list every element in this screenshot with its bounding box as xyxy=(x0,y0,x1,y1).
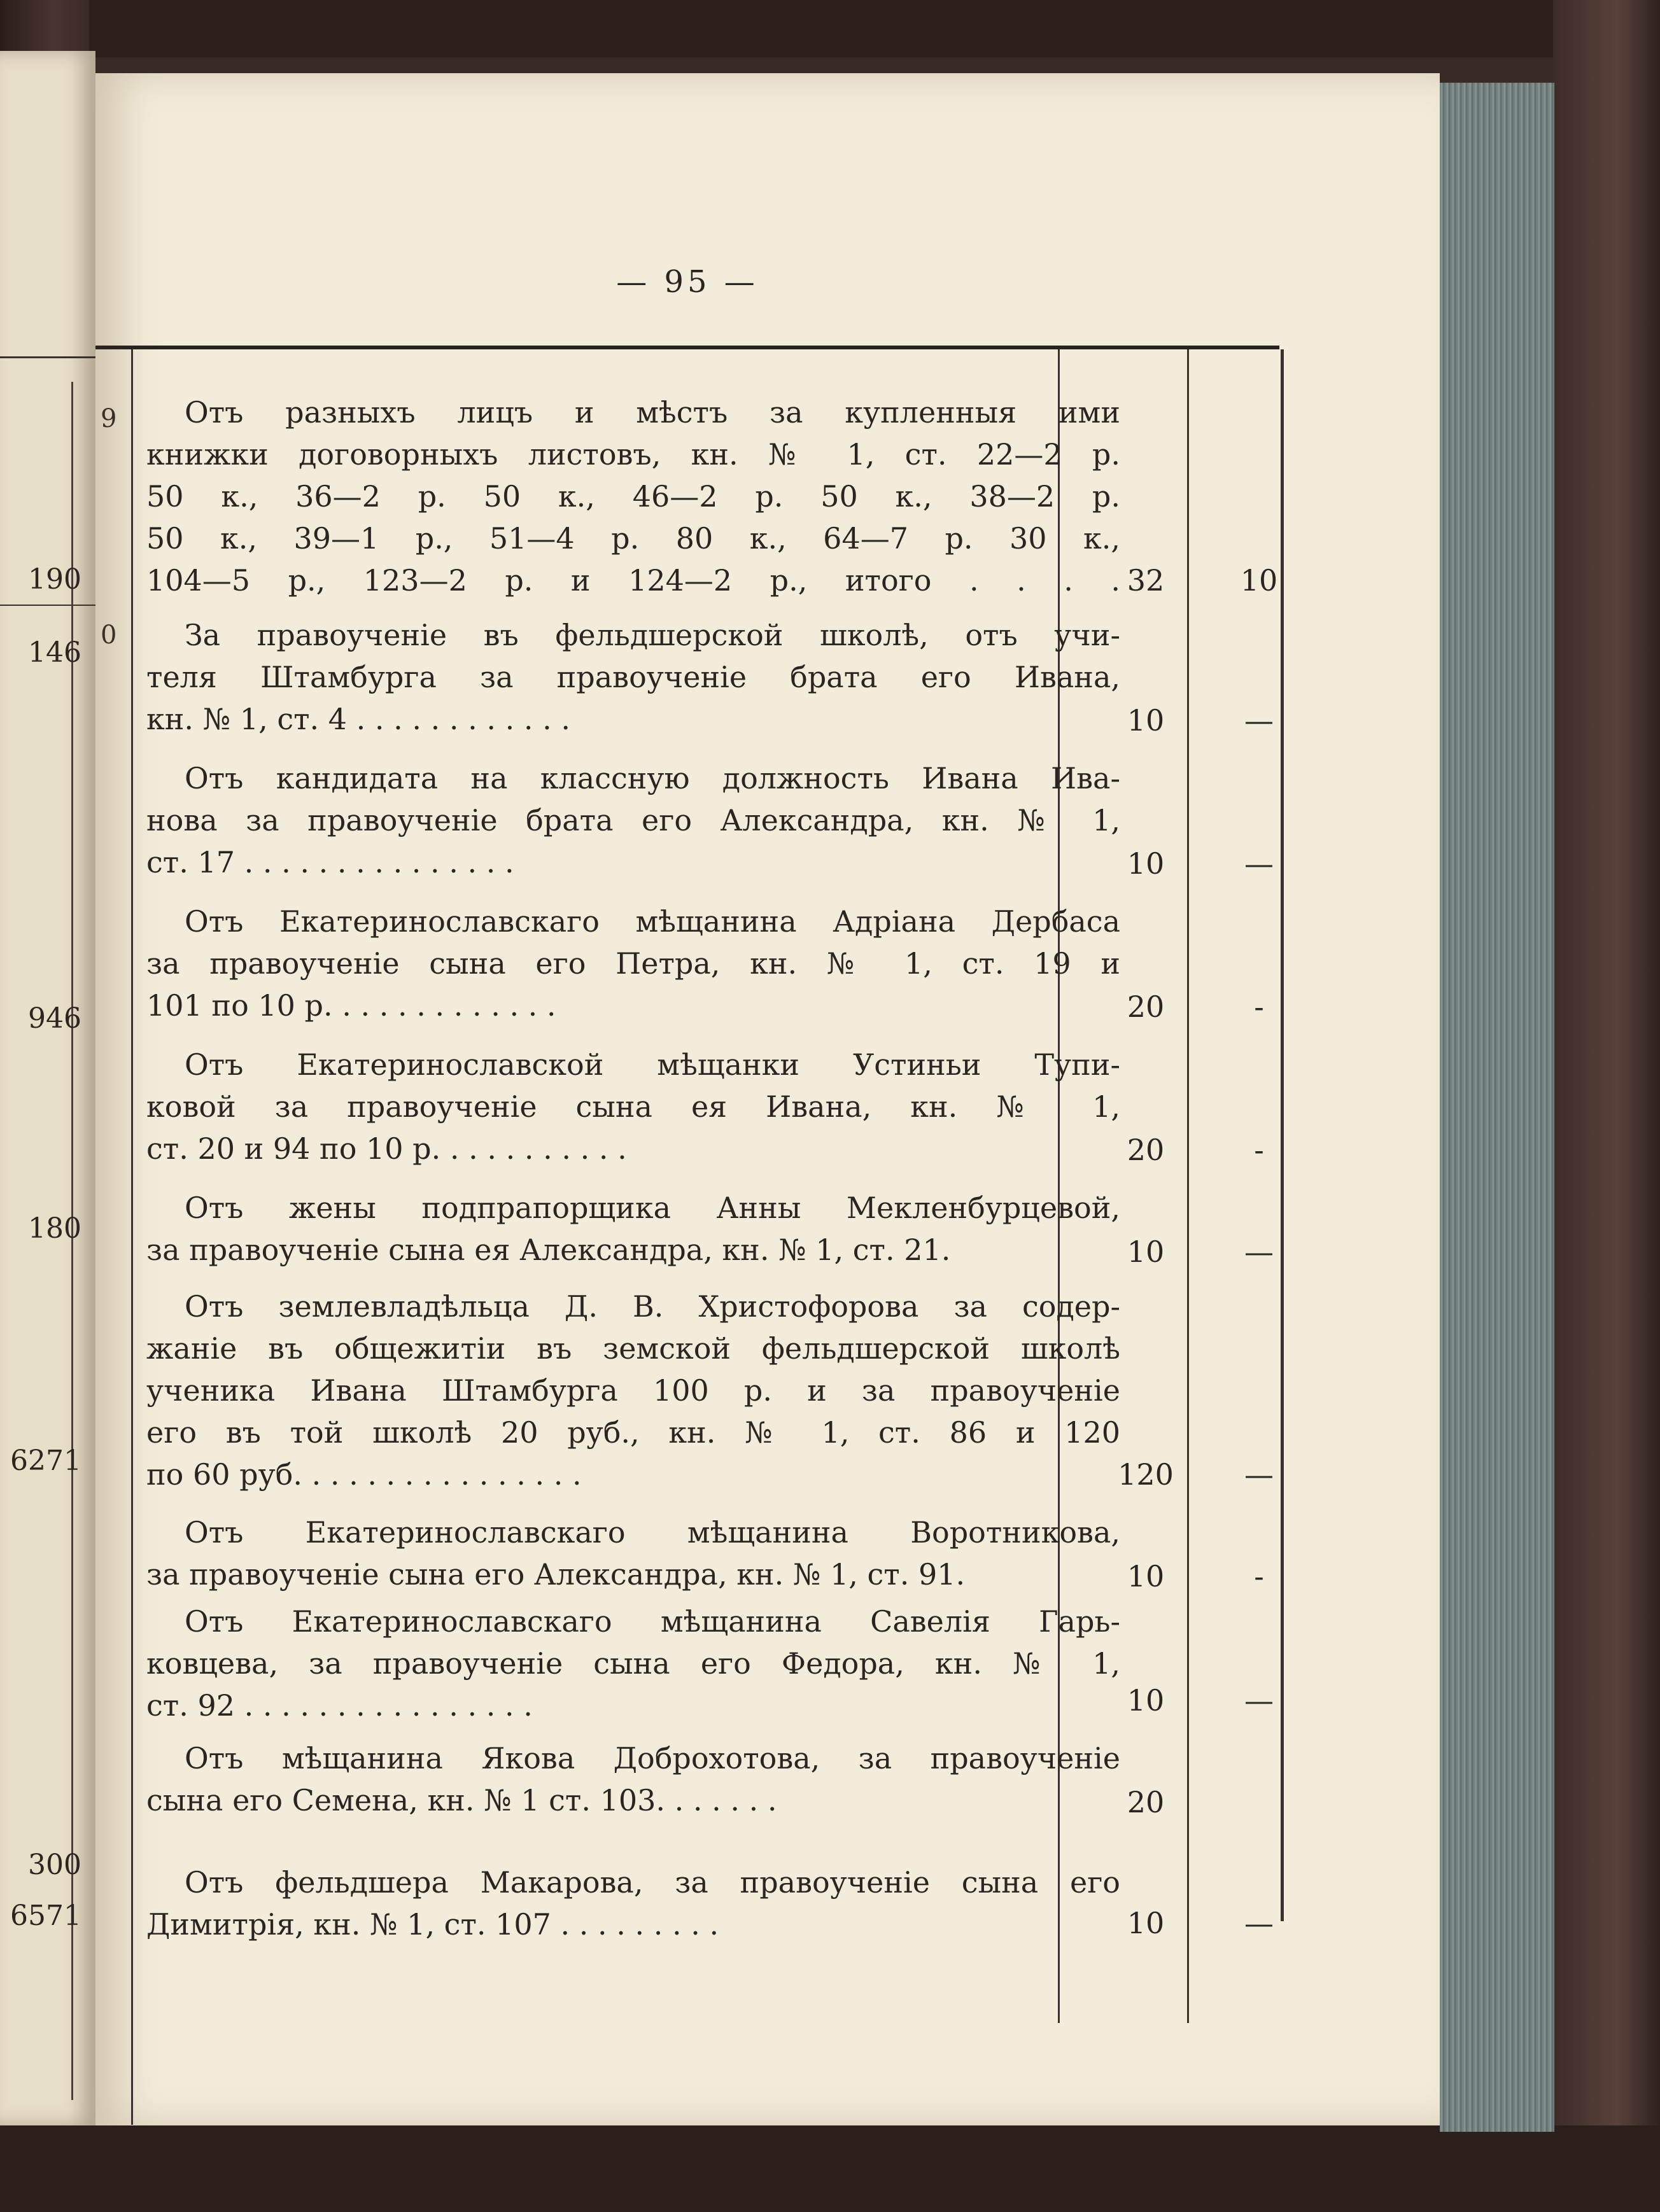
page-edges xyxy=(1440,83,1554,2132)
entry-line: за правоученіе сына ея Александра, кн. № 1, ст. 21. xyxy=(146,1233,951,1267)
amount-kopecks: - xyxy=(1254,990,1264,1024)
entry-line: Отъ Екатеринославскаго мѣщанина Савелія Гарь- xyxy=(185,1604,1120,1639)
ledger-entry xyxy=(146,757,1120,883)
amount-kopecks: — xyxy=(1244,703,1274,738)
left-page-number: 946 xyxy=(28,1002,81,1035)
entry-line: Отъ мѣщанина Якова Доброхотова, за правоученіе xyxy=(185,1741,1120,1775)
entry-line: его въ той школѣ 20 руб., кн. № 1, ст. 86 и 120 xyxy=(146,1415,1120,1450)
amount-rubles: 20 xyxy=(1127,1785,1165,1819)
entry-line: за правоученіе сына его Петра, кн. № 1, ст. 19 и xyxy=(146,946,1120,981)
ledger-entry xyxy=(146,1285,1120,1495)
entry-line: Отъ Екатеринославскаго мѣщанина Адріана Дербаса xyxy=(185,904,1120,939)
ledger-entry xyxy=(146,614,1120,740)
amount-kopecks: 10 xyxy=(1240,563,1278,598)
amount-rubles: 10 xyxy=(1127,1683,1165,1718)
rubles-column-line xyxy=(1187,349,1189,2023)
amount-kopecks: - xyxy=(1254,1559,1264,1593)
margin-number: 9 xyxy=(101,404,117,433)
entry-line: сына его Семена, кн. № 1 ст. 103. . . . . . . xyxy=(146,1783,777,1817)
left-page-number: 146 xyxy=(28,636,81,669)
entry-line: Димитрія, кн. № 1, ст. 107 . . . . . . . . . xyxy=(146,1907,719,1942)
amount-rubles: 10 xyxy=(1127,1235,1165,1269)
entry-line: книжки договорныхъ листовъ, кн. № 1, ст. 22—2 р. xyxy=(146,437,1120,472)
entry-line: нова за правоученіе брата его Александра, кн. № 1, xyxy=(146,803,1120,837)
ledger-entry xyxy=(146,1187,1120,1271)
entry-line: Отъ землевладѣльца Д. В. Христофорова за содер- xyxy=(185,1289,1120,1324)
left-margin-line xyxy=(131,349,133,2125)
ledger-entry xyxy=(146,1861,1120,1945)
entry-line: Отъ фельдшера Макарова, за правоученіе сына его xyxy=(185,1865,1120,1900)
entry-line: ковцева, за правоученіе сына его Федора, кн. № 1, xyxy=(146,1646,1120,1681)
ledger-entry xyxy=(146,1044,1120,1170)
left-page-number: 180 xyxy=(28,1212,81,1245)
left-page-number: 300 xyxy=(28,1849,81,1881)
entry-line: 50 к., 36—2 р. 50 к., 46—2 р. 50 к., 38—2 р. xyxy=(146,479,1120,514)
entry-line: ковой за правоученіе сына ея Ивана, кн. № 1, xyxy=(146,1089,1120,1124)
entry-line: ученика Ивана Штамбурга 100 р. и за правоученіе xyxy=(146,1373,1120,1408)
amount-rubles: 32 xyxy=(1127,563,1165,598)
margin-number: 0 xyxy=(101,620,117,650)
header-rule xyxy=(95,346,1279,349)
amount-rubles: 20 xyxy=(1127,990,1165,1024)
entry-line: Отъ жены подпрапорщика Анны Мекленбурцевой, xyxy=(185,1191,1120,1225)
page-number: — 95 — xyxy=(616,264,759,300)
left-page-rule xyxy=(0,356,95,358)
ledger-entry xyxy=(146,1511,1120,1595)
book-cover-right xyxy=(1553,0,1660,2212)
entry-line: за правоученіе сына его Александра, кн. № 1, ст. 91. xyxy=(146,1557,966,1592)
ledger-entry xyxy=(146,900,1120,1026)
left-page-number: 190 xyxy=(28,563,81,596)
entry-line: ст. 92 . . . . . . . . . . . . . . . . xyxy=(146,1688,533,1723)
left-facing-page xyxy=(0,51,95,2125)
ledger-entry xyxy=(146,1600,1120,1726)
amount-rubles: 10 xyxy=(1127,1559,1165,1593)
amount-rubles: 20 xyxy=(1127,1133,1165,1167)
entry-line: жаніе въ общежитіи въ земской фельдшерской школѣ xyxy=(146,1331,1120,1366)
amount-rubles: 10 xyxy=(1127,1906,1165,1940)
amount-rubles: 10 xyxy=(1127,846,1165,881)
left-page-number: 6271 xyxy=(10,1445,81,1477)
entry-line: теля Штамбурга за правоученіе брата его Ивана, xyxy=(146,660,1120,694)
amount-kopecks: — xyxy=(1244,1683,1274,1718)
entry-line: Отъ разныхъ лицъ и мѣстъ за купленныя ими xyxy=(185,395,1120,430)
ledger-entry xyxy=(146,391,1120,601)
ledger-entry xyxy=(146,1737,1120,1821)
book-cover-bottom xyxy=(0,2125,1660,2212)
entry-line: кн. № 1, ст. 4 . . . . . . . . . . . . xyxy=(146,702,570,736)
entry-line: по 60 руб. . . . . . . . . . . . . . . . xyxy=(146,1457,582,1492)
amount-kopecks: — xyxy=(1244,1457,1274,1492)
entry-line: Отъ кандидата на классную должность Ивана Ива- xyxy=(185,761,1120,795)
amount-kopecks: — xyxy=(1244,1235,1274,1269)
entry-line: За правоученіе въ фельдшерской школѣ, отъ учи- xyxy=(185,618,1120,652)
entry-line: Отъ Екатеринославскаго мѣщанина Воротникова, xyxy=(185,1515,1120,1550)
left-page-number: 6571 xyxy=(10,1900,81,1932)
entry-line: 50 к., 39—1 р., 51—4 р. 80 к., 64—7 р. 30 к., xyxy=(146,521,1120,556)
amount-kopecks: — xyxy=(1244,1906,1274,1940)
book-cover-top xyxy=(0,0,1660,57)
entry-line: 101 по 10 р. . . . . . . . . . . . . xyxy=(146,988,556,1023)
amount-rubles: 120 xyxy=(1118,1457,1174,1492)
entry-line: ст. 20 и 94 по 10 р. . . . . . . . . . . xyxy=(146,1131,627,1166)
amount-kopecks: - xyxy=(1254,1133,1264,1167)
amount-rubles: 10 xyxy=(1127,703,1165,738)
entry-line: Отъ Екатеринославской мѣщанки Устиньи Тупи- xyxy=(185,1047,1120,1082)
book-page xyxy=(95,73,1440,2125)
amount-kopecks: — xyxy=(1244,846,1274,881)
left-page-rule xyxy=(0,605,95,606)
entry-line: ст. 17 . . . . . . . . . . . . . . . xyxy=(146,845,514,879)
entry-line: 104—5 р., 123—2 р. и 124—2 р., итого . . . . xyxy=(146,563,1120,598)
